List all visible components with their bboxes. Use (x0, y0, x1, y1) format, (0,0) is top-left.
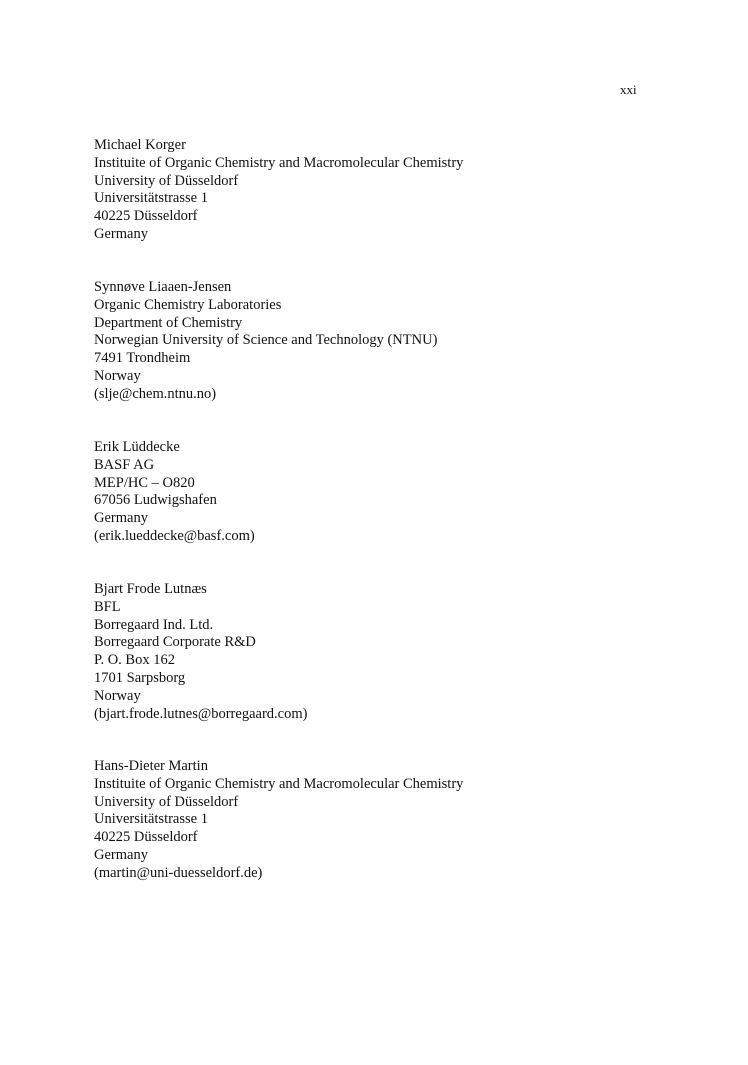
address-line: Instituite of Organic Chemistry and Macromolecular Chemistry (94, 154, 464, 171)
address-line: Borregaard Ind. Ltd. (94, 616, 214, 633)
address-line: Department of Chemistry (94, 314, 243, 331)
address-line: Instituite of Organic Chemistry and Macromolecular Chemistry (94, 775, 464, 792)
address-line: 40225 Düsseldorf (94, 208, 198, 225)
email-address: (erik.lueddecke@basf.com) (94, 527, 255, 544)
address-line: Germany (94, 510, 148, 527)
contributor-name: Michael Korger (94, 137, 186, 153)
email-address: (slje@chem.ntnu.no) (94, 385, 217, 402)
address-line: University of Düsseldorf (94, 172, 239, 189)
address-line: Universitätstrasse 1 (94, 811, 208, 828)
contributor-entry-martin (94, 758, 463, 883)
address-line: BFL (94, 598, 121, 615)
address-line: University of Düsseldorf (94, 793, 239, 810)
contributor-name: Bjart Frode Lutnæs (94, 581, 207, 597)
contributor-entry-lutnaes (94, 581, 307, 723)
contributor-name: Erik Lüddecke (94, 439, 180, 455)
address-line: BASF AG (94, 456, 155, 473)
email-address: (bjart.frode.lutnes@borregaard.com) (94, 705, 308, 722)
contributor-entry-korger (94, 137, 463, 244)
address-line: Norway (94, 687, 141, 704)
contributor-entry-lueddecke (94, 439, 255, 546)
address-line: Borregaard Corporate R&D (94, 634, 256, 651)
address-line: Norwegian University of Science and Technology (NTNU) (94, 332, 438, 349)
page-number: xxi (620, 82, 637, 97)
address-line: 67056 Ludwigshafen (94, 492, 217, 509)
address-line: 1701 Sarpsborg (94, 669, 186, 686)
contributor-entry-liaaen-jensen (94, 279, 437, 404)
address-line: Norway (94, 367, 141, 384)
address-line: 7491 Trondheim (94, 350, 191, 367)
email-address: (martin@uni-duesseldorf.de) (94, 864, 263, 881)
address-line: Germany (94, 225, 148, 242)
contributor-name: Hans-Dieter Martin (94, 758, 208, 774)
address-line: Universitätstrasse 1 (94, 190, 208, 207)
address-line: P. O. Box 162 (94, 652, 175, 669)
address-line: Organic Chemistry Laboratories (94, 296, 282, 313)
contributor-name: Synnøve Liaaen-Jensen (94, 279, 232, 295)
address-line: MEP/HC – O820 (94, 474, 195, 491)
address-line: 40225 Düsseldorf (94, 829, 198, 846)
address-line: Germany (94, 846, 148, 863)
